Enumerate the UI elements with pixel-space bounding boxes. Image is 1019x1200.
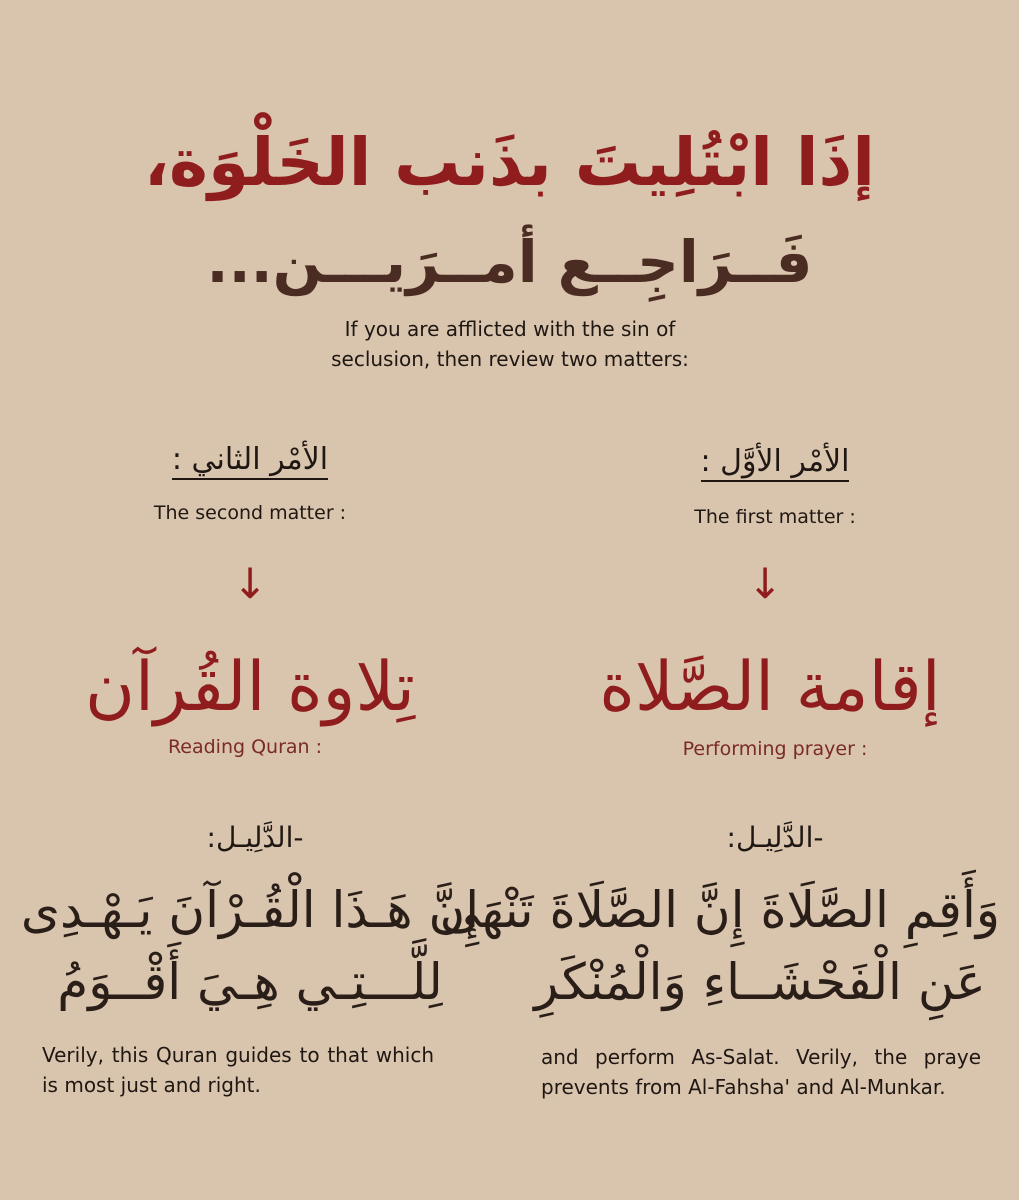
subtitle-english-line-2: seclusion, then review two matters: [331, 347, 689, 371]
subtitle-english-line-1: If you are afflicted with the sin of [344, 317, 676, 341]
title-arabic-line-1: إذَا ابْتُلِيتَ بذَنب الخَلْوَة، [143, 124, 876, 201]
first-matter-label-english: The first matter : [694, 506, 856, 528]
title-arabic-line-2: فَــرَاجِــع أمــرَيـــن... [206, 228, 813, 296]
first-matter-label-arabic-text: الأمْر الأوَّل : [701, 444, 850, 482]
second-matter-title-arabic: تِلاوة القُرآن [85, 648, 415, 727]
first-verse-arabic-line-2: عَنِ الْفَحْشَــاءِ وَالْمُنْكَرِ [534, 953, 986, 1011]
first-matter-title-arabic: إقامة الصَّلاة [599, 648, 941, 727]
second-matter-label-arabic-text: الأمْر الثاني : [172, 442, 328, 480]
first-proof-label: -الدَّلِيـل: [726, 821, 824, 854]
first-verse-arabic-line-1: وَأَقِمِ الصَّلَاةَ إِنَّ الصَّلَاةَ تَنْهَى [439, 881, 1000, 939]
second-matter-label-arabic [95, 440, 405, 480]
second-verse-arabic-line-2: لِلَّـــتِـي هِـيَ أَقْــوَمُ [57, 953, 443, 1011]
second-verse-english: Verily, this Quran guides to that which is most just and right. [42, 1043, 434, 1097]
second-proof-label: -الدَّلِيـل: [206, 821, 304, 854]
second-matter-label-english: The second matter : [153, 502, 347, 524]
first-arrow-down-icon: ↓ [747, 559, 783, 608]
subtitle-english [250, 314, 770, 374]
first-matter-label-arabic [620, 442, 930, 482]
second-matter-title-english: Reading Quran : [167, 736, 323, 758]
first-verse-english: and perform As-Salat. Verily, the praye prevents from Al-Fahsha' and Al-Munkar. [541, 1045, 981, 1099]
second-verse-arabic-line-1: إِنَّ هَـذَا الْقُـرْآنَ يَـهْـدِى [20, 881, 480, 939]
second-arrow-down-icon: ↓ [232, 559, 268, 608]
first-matter-title-english: Performing prayer : [682, 738, 868, 760]
